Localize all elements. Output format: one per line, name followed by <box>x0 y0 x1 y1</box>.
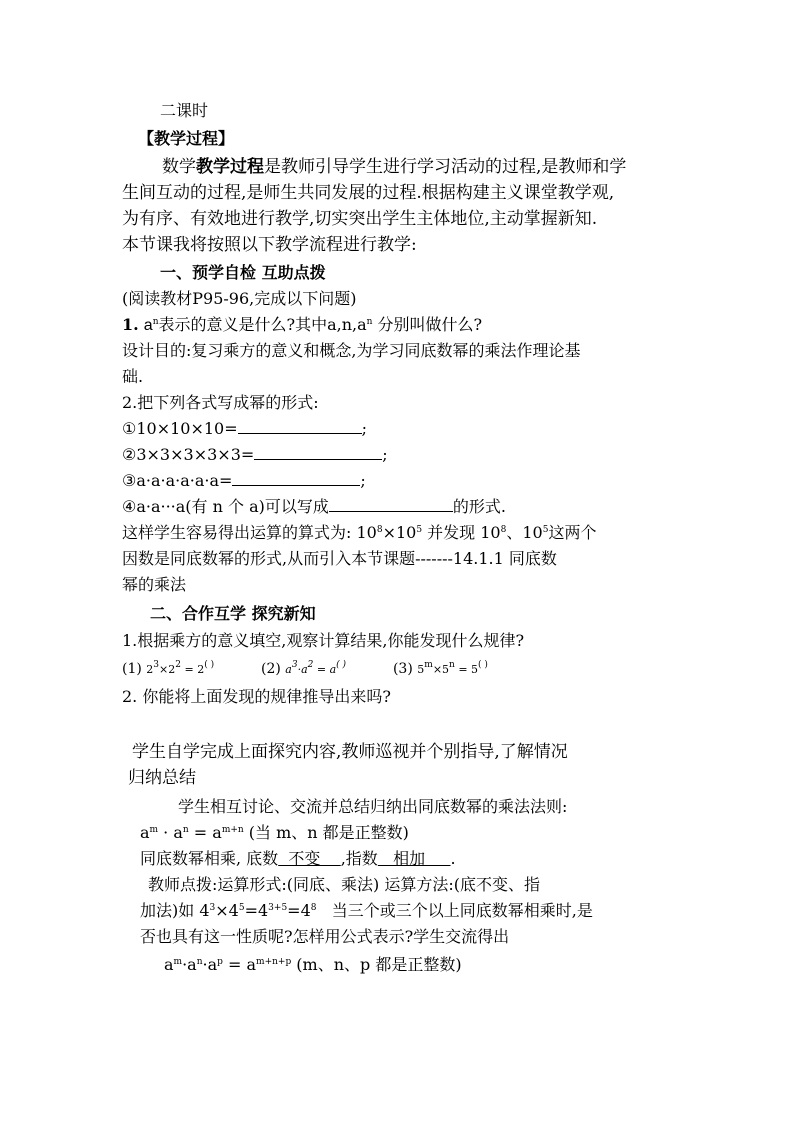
exercise-text: ①10×10×10= <box>122 419 238 438</box>
exponent: 2 <box>175 660 181 670</box>
exponent: 3 <box>153 660 160 670</box>
exercise-text: ③a·a·a·a·a·a= <box>122 471 233 490</box>
self-study-line-1: 学生自学完成上面探究内容,教师巡视并个别指导,了解情况 <box>132 742 568 762</box>
exercise-text: ④a·a···a(有 n 个 a)可以写成 <box>122 497 329 516</box>
answer-exponent-add: 相加 <box>377 849 451 868</box>
exercise-3 <box>122 470 366 492</box>
lead-text: 这样学生容易得出运算的算式为: 10 <box>122 523 377 542</box>
exercise-text: ; <box>382 445 388 464</box>
section-title: 【教学过程】 <box>138 129 235 148</box>
exponent: 8 <box>310 903 317 913</box>
q-text: 分别叫做什么? <box>372 315 483 334</box>
exponent: 8 <box>500 525 507 535</box>
tip-text: 当三个或三个以上同底数幂相乘时,是 <box>316 901 593 920</box>
calc-term: a <box>285 663 292 676</box>
lead-text: ×10 <box>382 523 417 542</box>
exponent: m <box>149 825 159 835</box>
formula-term: ·a <box>182 955 197 974</box>
lead-text: 这两个 <box>548 523 597 542</box>
exercise-text: 的形式. <box>452 497 506 516</box>
calc-3 <box>417 660 488 676</box>
formula-term: = a <box>222 955 257 974</box>
exponent: p <box>217 957 223 967</box>
intro-line-2: 生间互动的过程,是师生共同发展的过程.根据构建主义课堂教学观, <box>122 183 615 203</box>
formula-condition: (当 m、n 都是正整数) <box>243 823 409 842</box>
answer-blank[interactable] <box>232 471 360 486</box>
exercise-4 <box>122 496 506 518</box>
calc-term: 5 <box>417 663 425 676</box>
question-2: 2.把下列各式写成幂的形式: <box>122 393 319 412</box>
calc-label: (2) <box>261 661 281 677</box>
q-number: 1. <box>122 315 139 334</box>
teacher-tip-line-3: 否也具有这一性质呢?怎样用公式表示?学生交流得出 <box>140 927 510 946</box>
exponent-blank[interactable]: ( ) <box>336 660 347 670</box>
part1-heading: 一、预学自检 互助点拨 <box>160 263 326 282</box>
exponent-blank[interactable]: ( ) <box>204 660 215 670</box>
design-purpose-line-1: 设计目的:复习乘方的意义和概念,为学习同底数幂的乘法作理论基 <box>122 341 581 360</box>
answer-blank[interactable] <box>329 497 453 512</box>
intro-text: 是教师引导学生进行学习活动的过程,是教师和学 <box>264 157 627 177</box>
formula-exponent: n <box>366 317 373 327</box>
intro-text: 数学 <box>162 157 196 177</box>
calc-term: = 5 <box>454 663 479 676</box>
exercise-2 <box>122 444 388 466</box>
multiplication-rule <box>140 822 409 844</box>
design-purpose-line-2: 础. <box>122 367 144 386</box>
exponent: n <box>196 957 203 967</box>
reading-note: (阅读教材P95-96,完成以下问题) <box>122 289 357 308</box>
calc-term: ·a <box>297 663 308 676</box>
calc-term: 2 <box>146 663 154 676</box>
intro-bold: 教学过程 <box>196 157 264 177</box>
exercise-text: ; <box>361 419 368 438</box>
exercise-1 <box>122 418 367 440</box>
exponent: 3 <box>209 903 216 913</box>
part2-heading: 二、合作互学 探究新知 <box>150 604 316 623</box>
intro-line-4: 本节课我将按照以下教学流程进行教学: <box>122 235 417 255</box>
intro-line-3: 为有序、有效地进行教学,切实突出学生主体地位,主动掌握新知. <box>122 209 598 229</box>
lead-line-3: 幂的乘法 <box>122 575 187 594</box>
three-factor-formula <box>164 954 462 976</box>
exponent: 2 <box>307 660 314 670</box>
exponent: 5 <box>416 525 423 535</box>
discussion-line: 学生相互讨论、交流并总结归纳出同底数幂的乘法法则: <box>178 797 568 816</box>
calc-row <box>122 658 488 681</box>
calc-2 <box>285 660 347 676</box>
formula-condition: (m、n、p 都是正整数) <box>291 955 462 974</box>
exercise-text: ; <box>360 471 366 490</box>
calc-term: ×2 <box>159 663 176 676</box>
intro-line-1 <box>162 156 626 178</box>
exponent: m <box>173 957 183 967</box>
tip-text: ×4 <box>215 901 239 920</box>
exponent: 8 <box>376 525 383 535</box>
formula-term: ·a <box>202 955 218 974</box>
formula-exponent: n <box>152 317 159 327</box>
lesson-label: 二课时 <box>160 101 209 120</box>
rule-summary <box>140 848 456 870</box>
exponent: n <box>182 825 189 835</box>
answer-blank[interactable] <box>254 445 382 460</box>
calc-label: (3) <box>392 661 413 677</box>
formula-term: · a <box>158 823 183 842</box>
exponent: 3+5 <box>268 903 288 913</box>
answer-base-unchanged: 不变 <box>278 849 341 868</box>
calc-term: = 2 <box>180 663 205 676</box>
formula-term: a <box>164 955 174 974</box>
tip-text: 加法)如 4 <box>140 901 210 920</box>
calc-term: ×5 <box>432 663 450 676</box>
calc-term: = a <box>313 663 337 676</box>
summary-text: ,指数 <box>340 849 378 868</box>
lead-line-1 <box>122 522 596 544</box>
self-study-line-2: 归纳总结 <box>128 768 196 788</box>
exponent: 3 <box>291 660 298 670</box>
lead-line-2: 因数是同底数幂的形式,从而引入本节课题-------14.1.1 同底数 <box>122 549 557 568</box>
teacher-tip-line-1: 教师点拨:运算形式:(同底、乘法) 运算方法:(底不变、指 <box>148 875 540 894</box>
part2-question-2: 2. 你能将上面发现的规律推导出来吗? <box>122 687 391 706</box>
exponent: n <box>449 660 455 670</box>
question-1 <box>122 314 482 337</box>
exercise-text: ②3×3×3×3×3= <box>122 445 255 464</box>
exponent: 5 <box>542 525 549 535</box>
tip-text: =4 <box>287 901 311 920</box>
formula-term: = a <box>188 823 222 842</box>
summary-text: 同底数幂相乘, 底数 <box>140 849 279 868</box>
exponent-blank[interactable]: ( ) <box>478 660 488 670</box>
formula-base: a <box>143 317 153 334</box>
exponent: 5 <box>238 903 245 913</box>
lead-text: 并发现 10 <box>422 523 501 542</box>
formula-term: a <box>140 823 150 842</box>
exponent: m+n <box>221 825 244 835</box>
calc-label: (1) <box>122 661 142 677</box>
tip-text: =4 <box>244 901 269 920</box>
calc-1 <box>146 660 215 676</box>
exponent: m <box>424 660 433 670</box>
exponent: m+n+p <box>256 957 292 967</box>
lead-text: 、10 <box>506 523 543 542</box>
part2-question-1: 1.根据乘方的意义填空,观察计算结果,你能发现什么规律? <box>122 631 525 650</box>
answer-blank[interactable] <box>238 419 362 434</box>
teacher-tip-line-2 <box>140 900 593 922</box>
summary-text: . <box>450 849 456 868</box>
q-text: 表示的意义是什么?其中a,n,a <box>158 315 367 334</box>
